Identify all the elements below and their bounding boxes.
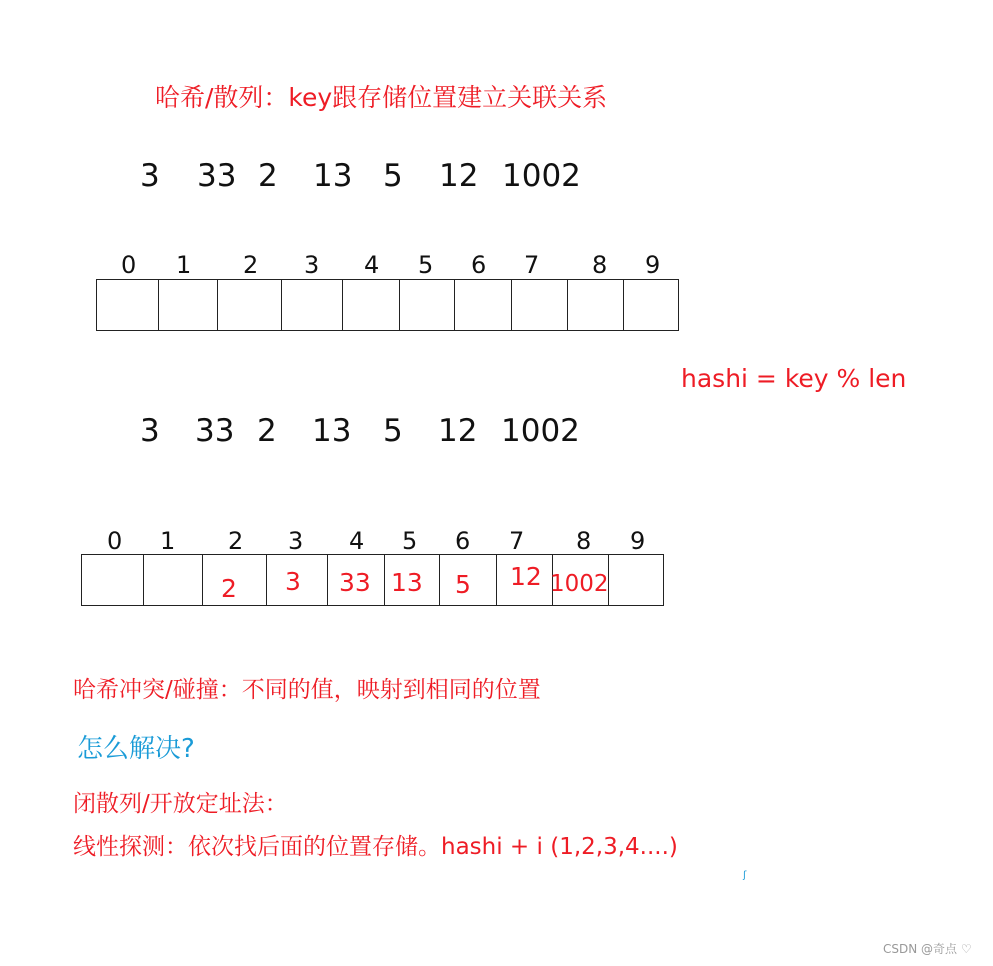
closed-hashing-text: 闭散列/开放定址法： [73,791,288,817]
index-label: 2 [228,527,244,555]
index-label: 8 [576,527,592,555]
index-label: 3 [304,251,320,279]
index-label: 7 [509,527,525,555]
table-cell [82,555,144,605]
table-cell [455,280,512,330]
table-cell [97,280,159,330]
index-label: 4 [364,251,380,279]
stored-value: 2 [221,574,237,603]
stored-value: 13 [391,568,423,597]
table-cell [512,280,568,330]
hash-table-empty [96,279,679,331]
index-label: 6 [455,527,471,555]
table-cell [218,280,282,330]
key-value: 13 [313,158,353,194]
hash-formula: hashi = key % len [681,364,907,393]
table-cell [568,280,624,330]
question-text: 怎么解决? [77,734,195,764]
index-label: 1 [160,527,176,555]
conflict-text: 哈希冲突/碰撞：不同的值，映射到相同的位置 [73,677,541,703]
key-value: 1002 [502,158,581,194]
title-text: 哈希/散列：key跟存储位置建立关联关系 [155,83,608,112]
key-value: 33 [197,158,237,194]
key-value: 3 [140,413,160,449]
index-label: 3 [288,527,304,555]
key-value: 2 [257,413,277,449]
key-value: 3 [140,158,160,194]
key-value: 1002 [501,413,580,449]
index-label: 5 [418,251,434,279]
key-value: 12 [438,413,478,449]
stored-value: 12 [510,562,542,591]
index-label: 6 [471,251,487,279]
key-value: 5 [383,413,403,449]
index-label: 9 [630,527,646,555]
table-cell [609,555,664,605]
key-value: 13 [312,413,352,449]
index-label: 1 [176,251,192,279]
index-label: 2 [243,251,259,279]
table-cell [159,280,218,330]
index-label: 8 [592,251,608,279]
key-value: 12 [439,158,479,194]
key-value: 2 [258,158,278,194]
table-cell [624,280,679,330]
index-label: 7 [524,251,540,279]
table-cell [400,280,455,330]
index-label: 5 [402,527,418,555]
index-label: 9 [645,251,661,279]
stored-value: 1002 [550,571,609,597]
table-cell [343,280,400,330]
key-value: 5 [383,158,403,194]
index-label: 0 [107,527,123,555]
table-cell [282,280,343,330]
index-label: 0 [121,251,137,279]
index-label: 4 [349,527,365,555]
linear-probe-text: 线性探测：依次找后面的位置存储。hashi + i (1,2,3,4....) [73,834,678,860]
key-value: 33 [195,413,235,449]
stored-value: 5 [455,570,471,599]
table-cell [144,555,203,605]
watermark: CSDN @奇点 ♡ [883,942,972,956]
stored-value: 33 [339,568,371,597]
stored-value: 3 [285,567,301,596]
stray-mark: ʃ [743,870,747,881]
